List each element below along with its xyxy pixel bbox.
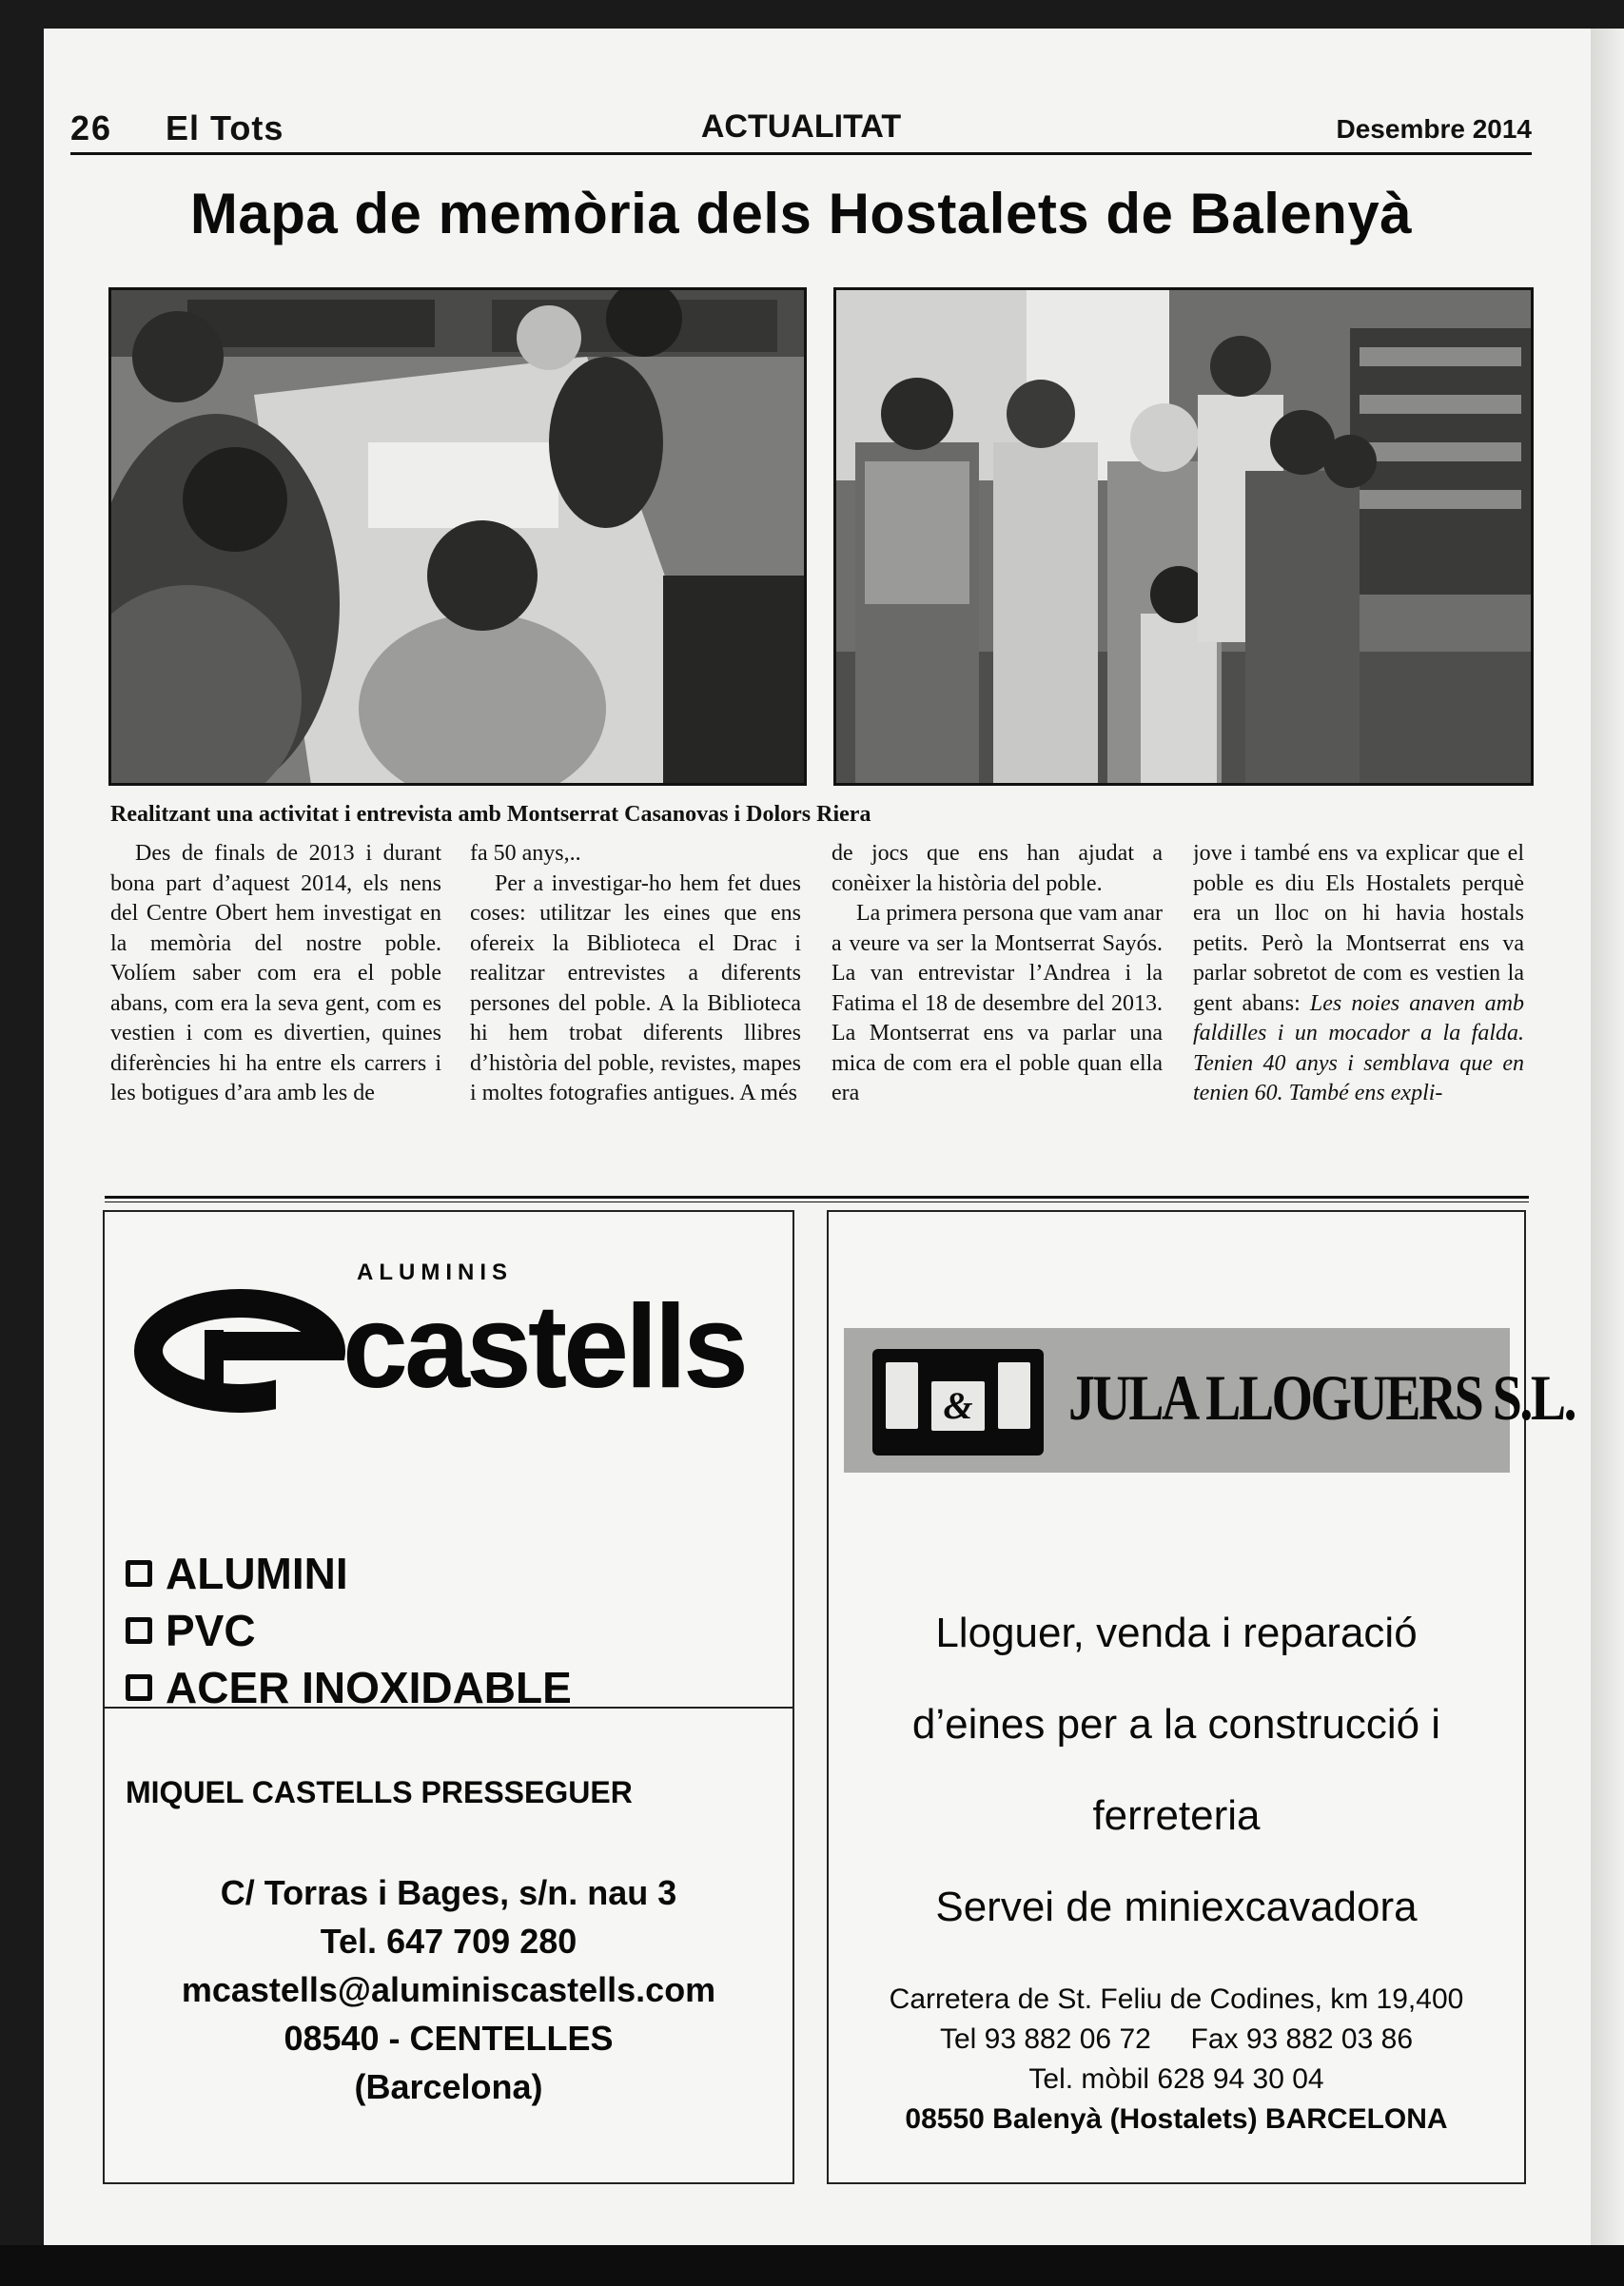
ad-castells-label: ALUMINIS: [357, 1260, 513, 1285]
castells-logo-icon: [133, 1269, 352, 1421]
ad-castells-owner: MIQUEL CASTELLS PRESSEGUER: [126, 1775, 633, 1809]
jula-company-name: JULA LLOGUERS S.L.: [1068, 1361, 1575, 1434]
article-column-2: [470, 839, 801, 1163]
photo-group-library: [833, 287, 1534, 786]
article-paragraph: de jocs que ens han ajudat a conèixer la història del poble.: [832, 841, 1163, 896]
material-item: [126, 1545, 572, 1602]
jula-mobile: Tel. mòbil 628 94 30 04: [1028, 2063, 1324, 2095]
ad-castells-phone: Tel. 647 709 280: [320, 1922, 577, 1961]
article-column-1: [110, 839, 441, 1163]
jula-logo-icon: [872, 1349, 1044, 1456]
materials-list: [126, 1545, 572, 1716]
article-text: jove i també ens va explicar que el poble es diu Els Hostalets perquè era un lloc on hi havia hostals petits. Però la Montserrat ens va parlar sobretot de com es vestien la gent abans:: [1193, 841, 1524, 1016]
article-paragraph: [1193, 839, 1524, 1109]
ad-castells-brand: castells: [342, 1281, 746, 1413]
article-paragraph: La primera persona que vam anar a veure va ser la Montserrat Sayós. La van entrevistar l’Andrea i la Fatima el 18 de desembre del 2013. La Montserrat ens va parlar una mica de com era el poble quan ella era: [832, 901, 1163, 1105]
photo-children-activity-image: [111, 290, 804, 783]
article-title: Mapa de memòria dels Hostalets de Balenyà: [189, 182, 1413, 245]
jula-service-line: d’eines per a la construcció i: [911, 1701, 1441, 1748]
material-label: ALUMINI: [166, 1549, 348, 1598]
jula-road: Carretera de St. Feliu de Codines, km 19,400: [889, 1983, 1464, 2015]
jula-services: [829, 1588, 1524, 1953]
jula-banner: [844, 1328, 1575, 1473]
page-header: [70, 105, 1532, 155]
jula-town: 08550 Balenyà (Hostalets) BARCELONA: [905, 2103, 1448, 2135]
section-name: ACTUALITAT: [700, 108, 902, 145]
jula-service-line: ferreteria: [1092, 1792, 1261, 1839]
ad-castells-email: mcastells@aluminiscastells.com: [181, 1970, 716, 2009]
article-paragraph: Des de finals de 2013 i durant bona part d’aquest 2014, els nens del Centre Obert hem investigat en la memòria del nostre poble. Volíem saber com era el poble abans, com era la seva gent, com es vestien i com es divertien, quines diferències hi ha entre els carrers i les botigues d’ara amb les de: [110, 841, 441, 1105]
article-paragraph: Per a investigar-ho hem fet dues coses: utilitzar les eines que ens ofereix la Biblioteca el Drac i realitzar entrevistes a diferents persones del poble. A la Biblioteca hi hem trobat diferents llibres d’història del poble, revistes, mapes i moltes fotografies antigues. A més: [470, 870, 801, 1105]
material-item: [126, 1602, 572, 1659]
ad-castells-address: C/ Torras i Bages, s/n. nau 3: [220, 1873, 677, 1912]
material-label: PVC: [166, 1606, 256, 1655]
ad-castells-region: (Barcelona): [354, 2067, 543, 2106]
article-column-4: [1193, 839, 1524, 1163]
ad-castells-city: 08540 - CENTELLES: [284, 2019, 614, 2058]
article-column-3: [832, 839, 1163, 1163]
jula-service-line: Lloguer, venda i reparació: [935, 1610, 1418, 1656]
ad-castells-contact: [105, 1868, 792, 2111]
issue-date: Desembre 2014: [1336, 114, 1532, 144]
jula-tel-fax: Tel 93 882 06 72 Fax 93 882 03 86: [939, 2023, 1414, 2055]
checkbox-icon: [126, 1560, 152, 1587]
checkbox-icon: [126, 1617, 152, 1644]
checkbox-icon: [126, 1674, 152, 1701]
jula-contact: [829, 1980, 1524, 2139]
material-item: [126, 1659, 572, 1716]
publication-name: El Tots: [166, 108, 284, 147]
ad-jula-lloguers: [827, 1210, 1575, 2184]
page-edge: [1591, 29, 1624, 2286]
material-label: ACER INOXIDABLE: [166, 1663, 572, 1712]
article-paragraph: fa 50 anys,..: [470, 841, 581, 866]
photo-group-library-image: [836, 290, 1531, 783]
article-quote: Les noies anaven amb faldilles i un mocador a la falda. Tenien 40 anys i semblava que en tenien 60. També ens expli-: [1193, 990, 1524, 1105]
photo-caption: Realitzant una activitat i entrevista amb Montserrat Casanovas i Dolors Riera: [110, 802, 871, 827]
photo-children-activity: [108, 287, 807, 786]
page-number: 26: [70, 108, 113, 147]
section-divider: [105, 1196, 1529, 1202]
jula-service-line: Servei de miniexcavadora: [935, 1884, 1418, 1930]
jula-logo-amp: &: [931, 1381, 985, 1431]
ad-aluminis-castells: [103, 1210, 794, 2184]
scan-background: [0, 2245, 1624, 2286]
